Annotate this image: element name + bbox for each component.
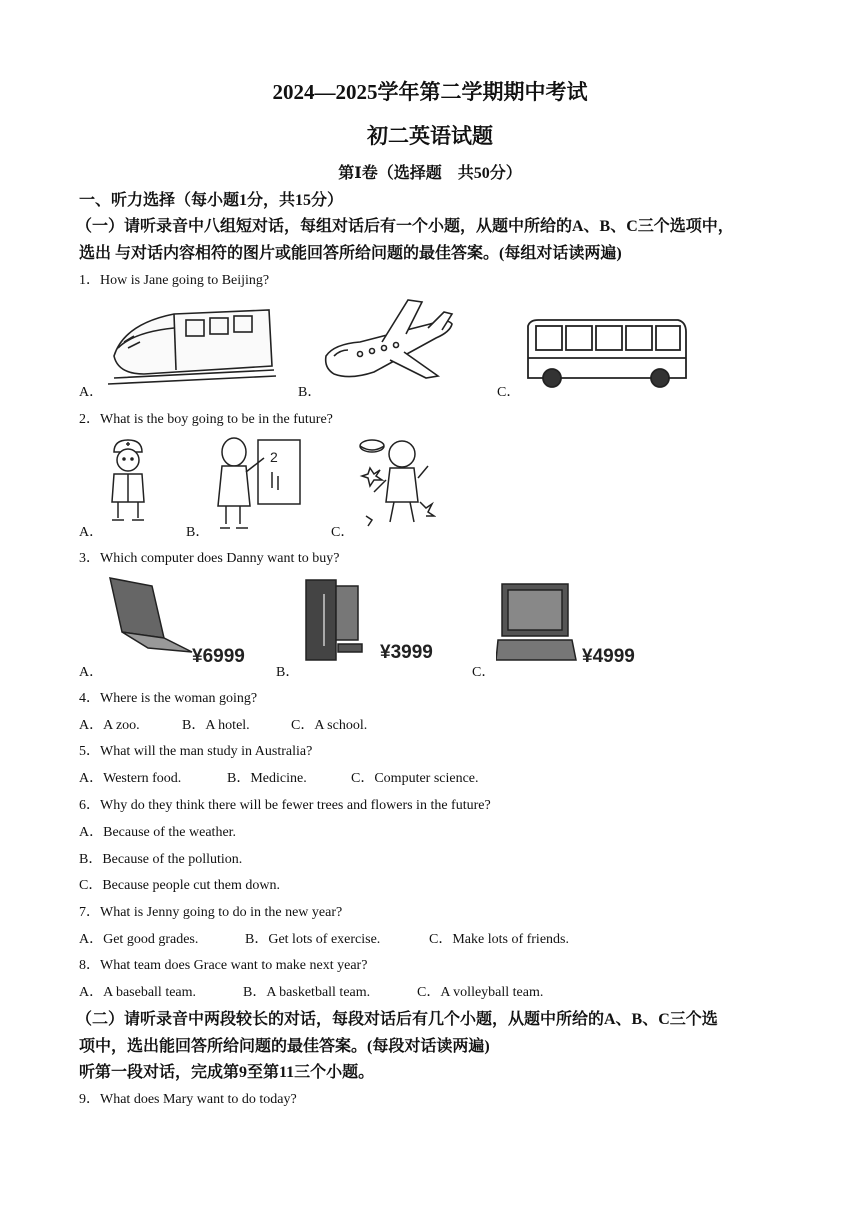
question-1: 1．How is Jane going to Beijing? (79, 273, 270, 288)
bus-picture (522, 316, 692, 390)
q5-option-c: C．Computer science. (351, 771, 479, 786)
q3-option-b: B． (276, 665, 300, 680)
teacher-picture (208, 432, 304, 532)
q6-option-c: C．Because people cut them down. (79, 878, 281, 893)
section2-instruction-line2: 项中，选出能回答所给问题的最佳答案。(每段对话读两遍) (79, 1038, 490, 1055)
q4-option-a: A．A zoo. (79, 718, 140, 733)
section2-instruction-line1: （二）请听录音中两段较长的对话，每段对话后有几个小题，从题中所给的A、B、C三个选 (76, 1011, 718, 1028)
part-heading: 第Ⅰ卷（选择题 共50分） (338, 165, 522, 182)
q1-option-c: C． (497, 385, 521, 400)
train-picture (104, 296, 280, 386)
q1-option-b: B． (298, 385, 322, 400)
question-8: 8．What team does Grace want to make next year? (79, 958, 368, 973)
airplane-picture (320, 294, 460, 386)
price-c: ¥4999 (582, 646, 635, 666)
q4-option-b: B．A hotel. (182, 718, 250, 733)
q2-option-c: C． (331, 525, 355, 540)
q7-option-c: C．Make lots of friends. (429, 932, 569, 947)
page-title: 2024—2025学年第二学期期中考试 (272, 80, 588, 104)
q5-option-a: A．Western food. (79, 771, 182, 786)
laptop-a-picture (104, 574, 250, 666)
q4-option-c: C．A school. (291, 718, 368, 733)
doctor-picture (106, 438, 152, 524)
q8-option-b: B．A basketball team. (243, 985, 371, 1000)
question-6: 6．Why do they think there will be fewer trees and flowers in the future? (79, 798, 491, 813)
section1-instruction-line2: 选出 与对话内容相符的图片或能回答所给问题的最佳答案。(每组对话读两遍) (79, 245, 622, 262)
q8-option-a: A．A baseball team. (79, 985, 197, 1000)
desktop-b-picture (302, 574, 448, 666)
question-9: 9．What does Mary want to do today? (79, 1092, 297, 1107)
q2-option-a: A． (79, 525, 104, 540)
question-2: 2．What is the boy going to be in the future? (79, 412, 333, 427)
laptop-c-picture (496, 580, 642, 666)
q8-option-c: C．A volleyball team. (417, 985, 544, 1000)
price-a: ¥6999 (192, 646, 245, 666)
price-b: ¥3999 (380, 642, 433, 663)
q7-option-b: B．Get lots of exercise. (245, 932, 381, 947)
q1-option-a: A． (79, 385, 104, 400)
q6-option-b: B．Because of the pollution. (79, 852, 243, 867)
svg-text:2: 2 (270, 449, 278, 465)
q2-option-b: B． (186, 525, 210, 540)
q7-option-a: A．Get good grades. (79, 932, 199, 947)
astronaut-picture (356, 432, 436, 532)
q6-option-a: A．Because of the weather. (79, 825, 237, 840)
q3-option-a: A． (79, 665, 104, 680)
question-4: 4．Where is the woman going? (79, 691, 258, 706)
section1-instruction-line1: （一）请听录音中八组短对话，每组对话后有一个小题，从题中所给的A、B、C三个选项中， (76, 218, 734, 235)
question-5: 5．What will the man study in Australia? (79, 744, 313, 759)
question-3: 3．Which computer does Danny want to buy? (79, 551, 340, 566)
q5-option-b: B．Medicine. (227, 771, 307, 786)
section1-heading: 一、听力选择（每小题1分，共15分） (79, 192, 344, 209)
section2-dialogue-instruction: 听第一段对话，完成第9至第11三个小题。 (79, 1064, 375, 1081)
page-subtitle: 初二英语试题 (367, 124, 493, 148)
question-7: 7．What is Jenny going to do in the new year? (79, 905, 343, 920)
q3-option-c: C． (472, 665, 496, 680)
